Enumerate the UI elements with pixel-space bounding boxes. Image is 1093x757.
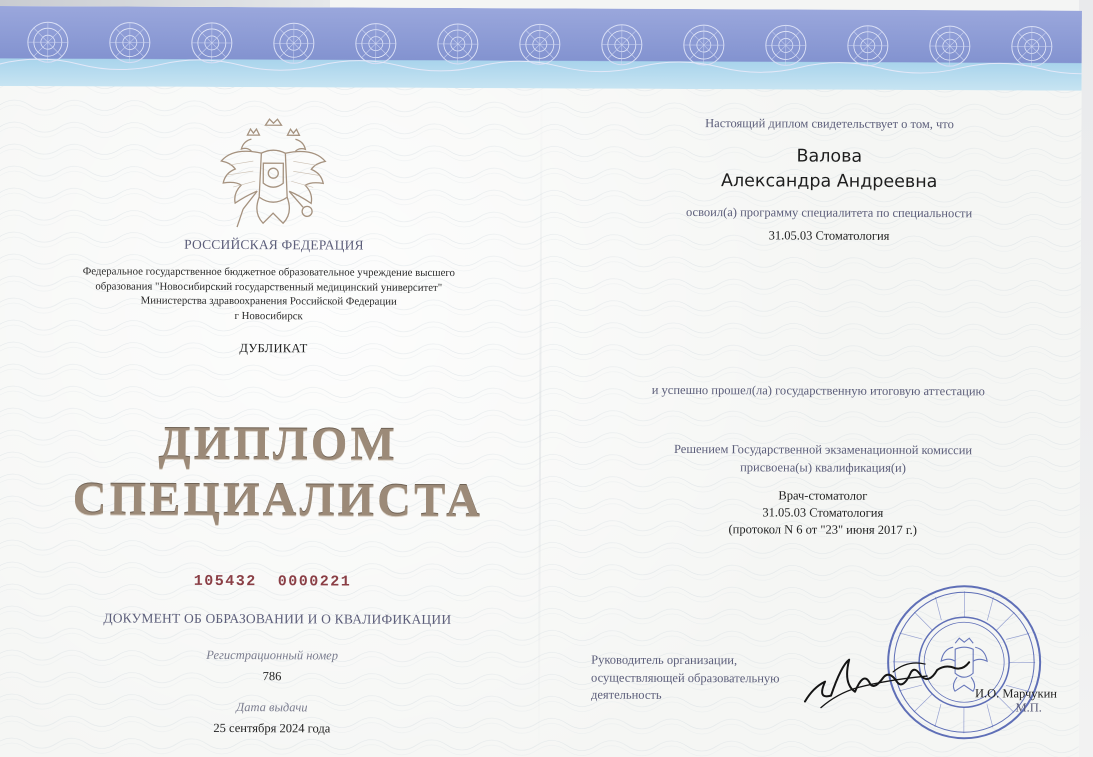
registration-label: Регистрационный номер <box>206 647 339 663</box>
institution-line-1: Федеральное государственное бюджетное образовательное учреждение высшего <box>82 265 455 279</box>
commission-decision <box>598 440 1048 478</box>
diploma-title-line-1: ДИПЛОМ <box>158 417 398 471</box>
commission-decision-line-2: присвоена(ы) квалификация(и) <box>740 460 906 475</box>
registration-number: 786 <box>262 669 282 684</box>
protocol-reference: (протокол N 6 от "23" июня 2017 г.) <box>728 522 917 538</box>
handwritten-signature <box>797 641 977 714</box>
organization-head-line-1: Руководитель организации, <box>591 652 738 668</box>
program-statement: освоил(а) программу специалитета по специальности <box>685 204 973 221</box>
commission-decision-line-1: Решением Государственной экзаменационной комиссии <box>674 441 973 458</box>
seal-place-mark: М.П. <box>1015 700 1042 715</box>
institution-line-3: Министерства здравоохранения Российской Федерации <box>140 294 397 308</box>
qualification: Врач-стоматолог <box>778 488 868 503</box>
serial-number: 105432 0000221 <box>193 572 352 591</box>
graduate-surname: Валова <box>796 146 863 167</box>
organization-head-line-2: осуществляющей образовательную <box>591 670 780 685</box>
issue-date-label: Дата выдачи <box>236 700 308 715</box>
signer-name: И.О. Марчукин <box>974 686 1058 701</box>
organization-head-title <box>591 652 831 706</box>
qualification-specialty: 31.05.03 Стоматология <box>762 505 884 520</box>
organization-head-line-3: деятельность <box>590 687 662 702</box>
double-headed-eagle-emblem <box>213 117 334 242</box>
duplicate-mark: ДУБЛИКАТ <box>239 341 308 356</box>
graduate-given-names: Александра Андреевна <box>720 171 938 193</box>
attestation-statement: и успешно прошел(ла) государственную итоговую аттестацию <box>651 382 985 399</box>
specialty: 31.05.03 Стоматология <box>768 228 890 243</box>
institution-line-2: образования "Новосибирский государственный медицинский университет" <box>95 279 443 294</box>
document-type: ДОКУМЕНТ ОБ ОБРАЗОВАНИИ И О КВАЛИФИКАЦИИ <box>103 610 452 627</box>
country-name: РОССИЙСКАЯ ФЕДЕРАЦИЯ <box>184 236 364 253</box>
institution-name <box>39 264 499 324</box>
diploma-document <box>0 6 1082 757</box>
issue-date: 25 сентября 2024 года <box>213 720 331 736</box>
institution-line-4: г Новосибирск <box>234 309 303 322</box>
diploma-title-line-2: СПЕЦИАЛИСТА <box>72 473 484 528</box>
certification-intro: Настоящий диплом свидетельствует о том, что <box>705 116 954 132</box>
qualification-block <box>598 487 1048 540</box>
